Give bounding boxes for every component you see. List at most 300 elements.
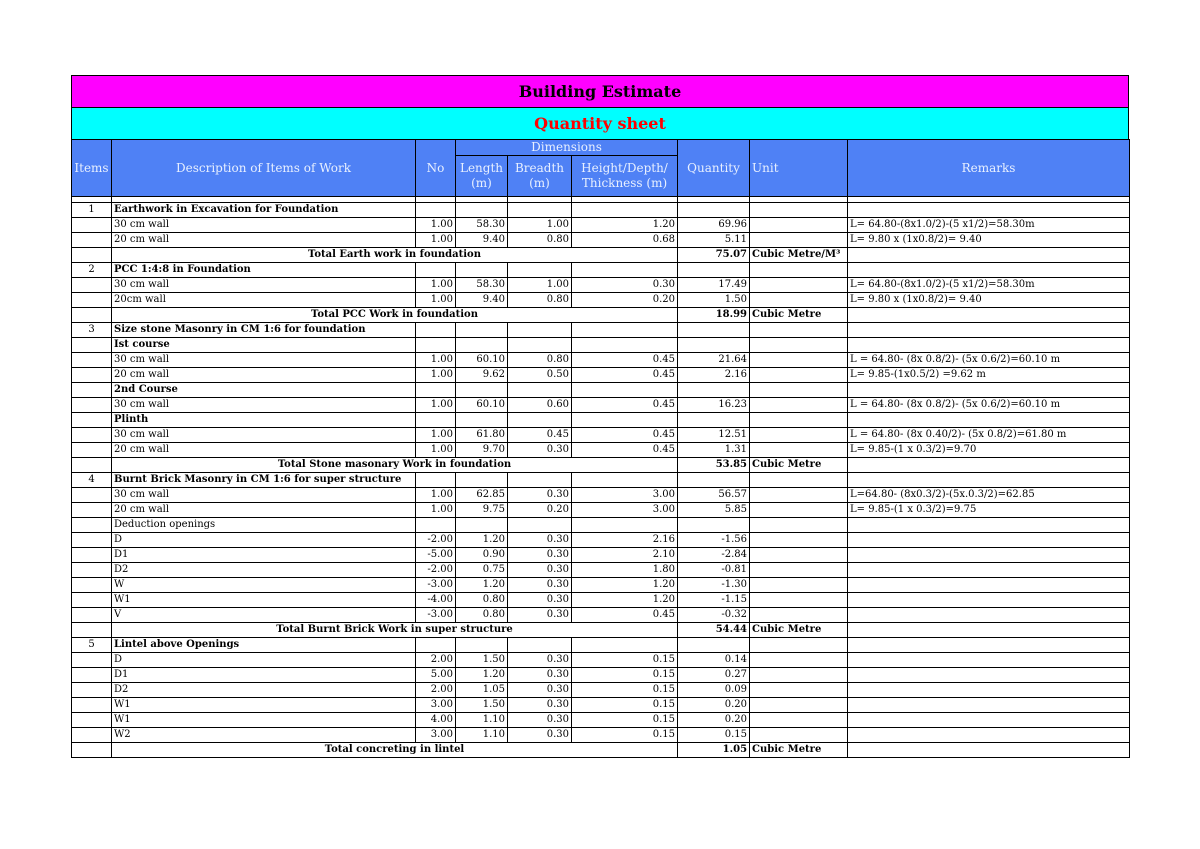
empty-cell <box>508 338 572 353</box>
length-cell: 1.10 <box>456 728 508 743</box>
length-cell: 61.80 <box>456 428 508 443</box>
length-cell: 60.10 <box>456 398 508 413</box>
description-cell: D2 <box>112 683 416 698</box>
quantity-cell: 0.09 <box>678 683 750 698</box>
item-cell <box>72 443 112 458</box>
description-cell: W2 <box>112 728 416 743</box>
no-cell: 1.00 <box>416 428 456 443</box>
remarks-cell <box>848 728 1130 743</box>
height-cell: 0.15 <box>572 653 678 668</box>
quantity-cell: 1.50 <box>678 293 750 308</box>
item-cell <box>72 608 112 623</box>
description-cell: 20 cm wall <box>112 233 416 248</box>
height-cell: 3.00 <box>572 503 678 518</box>
empty-cell <box>750 263 848 278</box>
empty-cell <box>678 413 750 428</box>
breadth-cell: 0.30 <box>508 668 572 683</box>
breadth-cell <box>508 518 572 533</box>
breadth-cell: 1.00 <box>508 218 572 233</box>
remarks-cell <box>848 608 1130 623</box>
height-cell: 0.45 <box>572 398 678 413</box>
quantity-cell: 75.07 <box>678 248 750 263</box>
remarks-cell: L= 9.85-(1 x 0.3/2)=9.70 <box>848 443 1130 458</box>
breadth-cell: 0.30 <box>508 683 572 698</box>
breadth-cell: 0.30 <box>508 593 572 608</box>
empty-cell <box>456 338 508 353</box>
item-number: 1 <box>72 203 112 218</box>
table-body <box>72 197 1130 758</box>
empty-cell <box>678 323 750 338</box>
remarks-cell: L = 64.80- (8x 0.8/2)- (5x 0.6/2)=60.10 m <box>848 353 1130 368</box>
table-row <box>72 443 1130 458</box>
empty-cell <box>750 323 848 338</box>
empty-cell <box>572 203 678 218</box>
empty-cell <box>508 638 572 653</box>
length-cell: 60.10 <box>456 353 508 368</box>
remarks-cell <box>848 518 1130 533</box>
length-cell: 1.20 <box>456 533 508 548</box>
breadth-cell: 0.50 <box>508 368 572 383</box>
height-cell: 1.20 <box>572 218 678 233</box>
quantity-cell: 1.05 <box>678 743 750 758</box>
empty-cell <box>572 383 678 398</box>
description-cell: 30 cm wall <box>112 428 416 443</box>
empty-cell <box>416 323 456 338</box>
quantity-cell: -0.81 <box>678 563 750 578</box>
total-row <box>72 308 1130 323</box>
table-row <box>72 218 1130 233</box>
length-cell: 9.62 <box>456 368 508 383</box>
total-row <box>72 248 1130 263</box>
breadth-cell: 0.30 <box>508 578 572 593</box>
height-cell: 0.45 <box>572 368 678 383</box>
description-cell: W1 <box>112 593 416 608</box>
unit-cell: Cubic Metre <box>750 743 848 758</box>
empty-cell <box>848 263 1130 278</box>
unit-cell <box>750 353 848 368</box>
empty-cell <box>848 383 1130 398</box>
item-number: 5 <box>72 638 112 653</box>
item-cell <box>72 458 112 473</box>
item-cell <box>72 623 112 638</box>
item-cell <box>72 293 112 308</box>
header-description: Description of Items of Work <box>112 140 416 197</box>
item-cell <box>72 233 112 248</box>
empty-cell <box>848 338 1130 353</box>
description-cell: D1 <box>112 548 416 563</box>
empty-cell <box>416 203 456 218</box>
remarks-cell: L= 9.85-(1x0.5/2) =9.62 m <box>848 368 1130 383</box>
empty-cell <box>750 638 848 653</box>
height-cell <box>572 518 678 533</box>
header-dimensions: Dimensions <box>456 140 678 156</box>
breadth-cell: 0.30 <box>508 563 572 578</box>
description-cell: W1 <box>112 713 416 728</box>
quantity-cell: 0.14 <box>678 653 750 668</box>
unit-cell <box>750 488 848 503</box>
unit-cell <box>750 278 848 293</box>
table-row <box>72 383 1130 398</box>
unit-cell <box>750 578 848 593</box>
height-cell: 0.45 <box>572 428 678 443</box>
quantity-cell: 18.99 <box>678 308 750 323</box>
empty-cell <box>572 413 678 428</box>
remarks-cell: L = 64.80- (8x 0.40/2)- (5x 0.8/2)=61.80 m <box>848 428 1130 443</box>
table-row <box>72 413 1130 428</box>
table-row <box>72 563 1130 578</box>
empty-cell <box>750 203 848 218</box>
empty-cell <box>416 383 456 398</box>
length-cell: 1.20 <box>456 668 508 683</box>
length-cell <box>456 518 508 533</box>
length-cell: 9.70 <box>456 443 508 458</box>
item-cell <box>72 338 112 353</box>
no-cell: 2.00 <box>416 653 456 668</box>
unit-cell: Cubic Metre <box>750 458 848 473</box>
empty-cell <box>848 473 1130 488</box>
length-cell: 0.90 <box>456 548 508 563</box>
item-cell <box>72 743 112 758</box>
empty-cell <box>572 263 678 278</box>
description-cell: 20cm wall <box>112 293 416 308</box>
no-cell: 1.00 <box>416 503 456 518</box>
item-cell <box>72 698 112 713</box>
description-cell: D <box>112 653 416 668</box>
breadth-cell: 0.60 <box>508 398 572 413</box>
item-cell <box>72 593 112 608</box>
no-cell: -2.00 <box>416 533 456 548</box>
empty-cell <box>508 473 572 488</box>
quantity-cell: 53.85 <box>678 458 750 473</box>
section-row <box>72 638 1130 653</box>
header-no: No <box>416 140 456 197</box>
table-row <box>72 608 1130 623</box>
unit-cell <box>750 503 848 518</box>
height-cell: 1.80 <box>572 563 678 578</box>
empty-cell <box>508 263 572 278</box>
empty-cell <box>416 413 456 428</box>
quantity-cell: 5.85 <box>678 503 750 518</box>
item-cell <box>72 653 112 668</box>
remarks-cell <box>848 548 1130 563</box>
item-cell <box>72 668 112 683</box>
quantity-cell: -0.32 <box>678 608 750 623</box>
item-number: 4 <box>72 473 112 488</box>
table-row <box>72 728 1130 743</box>
total-row <box>72 623 1130 638</box>
length-cell: 58.30 <box>456 218 508 233</box>
unit-cell <box>750 713 848 728</box>
breadth-cell: 0.30 <box>508 443 572 458</box>
unit-cell <box>750 653 848 668</box>
breadth-cell: 0.80 <box>508 233 572 248</box>
height-cell: 1.20 <box>572 593 678 608</box>
height-cell: 3.00 <box>572 488 678 503</box>
description-cell: Burnt Brick Masonry in CM 1:6 for super structure <box>112 473 416 488</box>
description-cell: 30 cm wall <box>112 353 416 368</box>
table-row <box>72 653 1130 668</box>
item-cell <box>72 503 112 518</box>
quantity-cell: -2.84 <box>678 548 750 563</box>
breadth-cell: 0.80 <box>508 353 572 368</box>
quantity-cell: 0.20 <box>678 698 750 713</box>
empty-cell <box>848 323 1130 338</box>
unit-cell <box>750 668 848 683</box>
empty-cell <box>456 263 508 278</box>
description-cell: 30 cm wall <box>112 488 416 503</box>
header-length: Length (m) <box>456 156 508 197</box>
sheet-subtitle: Quantity sheet <box>71 107 1129 139</box>
total-label: Total Burnt Brick Work in super structure <box>112 623 678 638</box>
total-row <box>72 743 1130 758</box>
description-cell: 30 cm wall <box>112 278 416 293</box>
empty-cell <box>508 383 572 398</box>
empty-cell <box>750 338 848 353</box>
unit-cell: Cubic Metre <box>750 623 848 638</box>
breadth-cell: 0.30 <box>508 488 572 503</box>
item-cell <box>72 683 112 698</box>
remarks-cell: L= 9.85-(1 x 0.3/2)=9.75 <box>848 503 1130 518</box>
item-cell <box>72 578 112 593</box>
item-cell <box>72 428 112 443</box>
no-cell: -3.00 <box>416 578 456 593</box>
description-cell: Deduction openings <box>112 518 416 533</box>
height-cell: 0.68 <box>572 233 678 248</box>
header-breadth: Breadth (m) <box>508 156 572 197</box>
empty-cell <box>456 413 508 428</box>
header-unit: Unit <box>750 140 848 197</box>
description-cell: 20 cm wall <box>112 503 416 518</box>
description-cell: PCC 1:4:8 in Foundation <box>112 263 416 278</box>
unit-cell <box>750 518 848 533</box>
breadth-cell: 0.30 <box>508 698 572 713</box>
length-cell: 9.40 <box>456 293 508 308</box>
empty-cell <box>572 338 678 353</box>
quantity-cell: 0.20 <box>678 713 750 728</box>
item-cell <box>72 563 112 578</box>
unit-cell <box>750 233 848 248</box>
item-cell <box>72 278 112 293</box>
empty-cell <box>416 473 456 488</box>
length-cell: 1.20 <box>456 578 508 593</box>
no-cell: -5.00 <box>416 548 456 563</box>
height-cell: 0.45 <box>572 353 678 368</box>
total-label: Total concreting in lintel <box>112 743 678 758</box>
description-cell: D1 <box>112 668 416 683</box>
empty-cell <box>678 263 750 278</box>
height-cell: 0.15 <box>572 683 678 698</box>
remarks-cell: L = 64.80- (8x 0.8/2)- (5x 0.6/2)=60.10 m <box>848 398 1130 413</box>
remarks-cell: L= 9.80 x (1x0.8/2)= 9.40 <box>848 293 1130 308</box>
unit-cell <box>750 563 848 578</box>
breadth-cell: 0.30 <box>508 713 572 728</box>
height-cell: 0.45 <box>572 443 678 458</box>
unit-cell <box>750 368 848 383</box>
section-row <box>72 473 1130 488</box>
item-number: 2 <box>72 263 112 278</box>
description-cell: D <box>112 533 416 548</box>
height-cell: 0.20 <box>572 293 678 308</box>
no-cell: 1.00 <box>416 233 456 248</box>
empty-cell <box>678 473 750 488</box>
no-cell: 2.00 <box>416 683 456 698</box>
table-row <box>72 593 1130 608</box>
table-row <box>72 698 1130 713</box>
table-row <box>72 293 1130 308</box>
table-row <box>72 428 1130 443</box>
item-cell <box>72 413 112 428</box>
empty-cell <box>572 638 678 653</box>
quantity-cell: 0.15 <box>678 728 750 743</box>
unit-cell <box>750 683 848 698</box>
breadth-cell: 0.30 <box>508 653 572 668</box>
table-row <box>72 533 1130 548</box>
empty-cell <box>678 383 750 398</box>
empty-cell <box>572 323 678 338</box>
remarks-cell <box>848 653 1130 668</box>
section-row <box>72 203 1130 218</box>
quantity-cell: 17.49 <box>678 278 750 293</box>
remarks-cell <box>848 713 1130 728</box>
empty-cell <box>750 413 848 428</box>
description-cell: Plinth <box>112 413 416 428</box>
header-items: Items <box>72 140 112 197</box>
item-cell <box>72 353 112 368</box>
empty-cell <box>456 473 508 488</box>
empty-cell <box>416 263 456 278</box>
empty-cell <box>678 203 750 218</box>
empty-cell <box>456 203 508 218</box>
item-cell <box>72 518 112 533</box>
remarks-cell <box>848 248 1130 263</box>
quantity-cell: 21.64 <box>678 353 750 368</box>
header-height: Height/Depth/ Thickness (m) <box>572 156 678 197</box>
breadth-cell: 0.30 <box>508 728 572 743</box>
length-cell: 9.40 <box>456 233 508 248</box>
section-row <box>72 263 1130 278</box>
length-cell: 0.80 <box>456 593 508 608</box>
table-row <box>72 278 1130 293</box>
quantity-cell: 16.23 <box>678 398 750 413</box>
empty-cell <box>750 473 848 488</box>
empty-cell <box>848 413 1130 428</box>
remarks-cell <box>848 743 1130 758</box>
no-cell: 1.00 <box>416 218 456 233</box>
remarks-cell <box>848 668 1130 683</box>
total-row <box>72 458 1130 473</box>
remarks-cell <box>848 533 1130 548</box>
description-cell: Earthwork in Excavation for Foundation <box>112 203 416 218</box>
table-row <box>72 713 1130 728</box>
unit-cell: Cubic Metre <box>750 308 848 323</box>
table-row <box>72 683 1130 698</box>
no-cell: 1.00 <box>416 443 456 458</box>
height-cell: 0.15 <box>572 698 678 713</box>
no-cell: 3.00 <box>416 698 456 713</box>
unit-cell <box>750 398 848 413</box>
item-cell <box>72 713 112 728</box>
table-row <box>72 398 1130 413</box>
height-cell: 2.16 <box>572 533 678 548</box>
unit-cell <box>750 293 848 308</box>
description-cell: 30 cm wall <box>112 398 416 413</box>
item-cell <box>72 533 112 548</box>
unit-cell <box>750 533 848 548</box>
quantity-cell: -1.56 <box>678 533 750 548</box>
table-row <box>72 488 1130 503</box>
item-cell <box>72 488 112 503</box>
remarks-cell <box>848 683 1130 698</box>
remarks-cell: L= 64.80-(8x1.0/2)-(5 x1/2)=58.30m <box>848 278 1130 293</box>
empty-cell <box>508 323 572 338</box>
table-row <box>72 353 1130 368</box>
table-row <box>72 578 1130 593</box>
no-cell: -3.00 <box>416 608 456 623</box>
remarks-cell <box>848 593 1130 608</box>
description-cell: 20 cm wall <box>112 368 416 383</box>
total-label: Total PCC Work in foundation <box>112 308 678 323</box>
length-cell: 0.80 <box>456 608 508 623</box>
no-cell: 4.00 <box>416 713 456 728</box>
height-cell: 0.15 <box>572 728 678 743</box>
quantity-cell: 2.16 <box>678 368 750 383</box>
no-cell: 1.00 <box>416 488 456 503</box>
empty-cell <box>848 638 1130 653</box>
empty-cell <box>508 413 572 428</box>
height-cell: 2.10 <box>572 548 678 563</box>
estimate-table <box>71 139 1130 758</box>
unit-cell <box>750 728 848 743</box>
quantity-cell: 56.57 <box>678 488 750 503</box>
breadth-cell: 0.30 <box>508 608 572 623</box>
total-label: Total Stone masonary Work in foundation <box>112 458 678 473</box>
total-label: Total Earth work in foundation <box>112 248 678 263</box>
description-cell: Ist course <box>112 338 416 353</box>
height-cell: 0.45 <box>572 608 678 623</box>
empty-cell <box>508 203 572 218</box>
table-row <box>72 548 1130 563</box>
breadth-cell: 0.80 <box>508 293 572 308</box>
quantity-sheet <box>71 75 1129 758</box>
table-row <box>72 668 1130 683</box>
table-row <box>72 338 1130 353</box>
header-remarks: Remarks <box>848 140 1130 197</box>
breadth-cell: 0.20 <box>508 503 572 518</box>
unit-cell <box>750 698 848 713</box>
empty-cell <box>678 338 750 353</box>
item-number: 3 <box>72 323 112 338</box>
description-cell: Size stone Masonry in CM 1:6 for foundation <box>112 323 416 338</box>
unit-cell: Cubic Metre/M³ <box>750 248 848 263</box>
unit-cell <box>750 443 848 458</box>
no-cell: 1.00 <box>416 293 456 308</box>
table-row <box>72 518 1130 533</box>
quantity-cell: -1.30 <box>678 578 750 593</box>
empty-cell <box>456 323 508 338</box>
empty-cell <box>750 383 848 398</box>
table-row <box>72 503 1130 518</box>
remarks-cell: L= 9.80 x (1x0.8/2)= 9.40 <box>848 233 1130 248</box>
no-cell <box>416 518 456 533</box>
no-cell: 1.00 <box>416 353 456 368</box>
quantity-cell: 0.27 <box>678 668 750 683</box>
length-cell: 58.30 <box>456 278 508 293</box>
header-quantity: Quantity <box>678 140 750 197</box>
item-cell <box>72 398 112 413</box>
table-row <box>72 233 1130 248</box>
description-cell: D2 <box>112 563 416 578</box>
remarks-cell: L=64.80- (8x0.3/2)-(5x.0.3/2)=62.85 <box>848 488 1130 503</box>
